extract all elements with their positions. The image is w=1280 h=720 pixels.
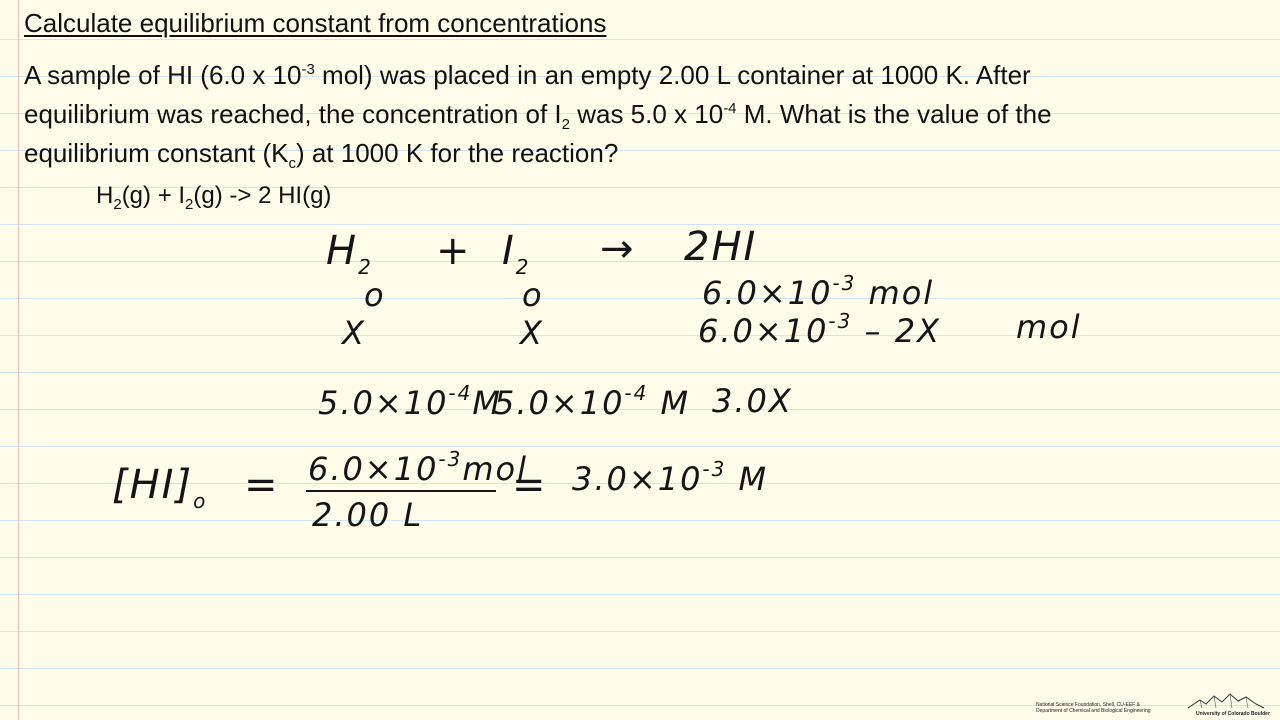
problem-text: was 5.0 x 10 xyxy=(569,99,724,129)
hw-change-hi xyxy=(698,309,941,350)
exponent: -4 xyxy=(723,100,737,117)
equation-text: (g) -> 2 HI(g) xyxy=(193,182,332,209)
hw-text: [HI] xyxy=(112,462,194,508)
hw-text: H xyxy=(326,228,359,274)
hw-subscript: 2 xyxy=(515,255,531,279)
hw-exponent: -4 xyxy=(624,381,649,405)
hw-exponent: -3 xyxy=(702,457,727,481)
hw-initial-hi xyxy=(702,271,935,312)
problem-text: equilibrium was reached, the concentration of I xyxy=(24,99,562,129)
hw-change-unit: mol xyxy=(1016,308,1082,346)
hw-text: I xyxy=(502,228,516,274)
hw-reactant-h2 xyxy=(326,228,373,279)
page-title: Calculate equilibrium constant from concentrations xyxy=(24,8,607,38)
problem-line-2 xyxy=(24,95,1264,134)
exponent: -3 xyxy=(301,61,315,78)
hw-text: mol xyxy=(856,274,935,312)
notebook-margin-line xyxy=(18,0,19,720)
hw-equilibrium-i2 xyxy=(494,381,691,422)
credits-line: National Science Foundation, Shell, CU-EEF & xyxy=(1036,702,1140,708)
hw-equilibrium-h2 xyxy=(318,381,502,422)
problem-text: A sample of HI (6.0 x 10 xyxy=(24,60,302,90)
credits-text xyxy=(1036,702,1151,714)
equation-text: H xyxy=(96,182,114,209)
hw-text: 5.0×10 xyxy=(494,384,625,422)
hw-equals-1: = xyxy=(244,462,280,508)
problem-text: M. What is the value of the xyxy=(736,99,1052,129)
reaction-equation xyxy=(96,182,332,213)
hw-text: 5.0×10 xyxy=(318,384,449,422)
equation-text: (g) + I xyxy=(121,182,186,209)
subscript: 2 xyxy=(561,116,570,133)
hw-text: 6.0×10 xyxy=(698,312,829,350)
hw-equilibrium-hi: 3.0X xyxy=(712,382,793,420)
hw-text: M xyxy=(726,460,769,498)
hw-exponent: -3 xyxy=(438,447,463,471)
hw-equals-2: = xyxy=(512,462,548,508)
problem-line-3 xyxy=(24,134,1264,173)
problem-text: equilibrium constant (K xyxy=(24,138,289,168)
problem-statement xyxy=(24,56,1264,173)
hw-hi-initial-label xyxy=(112,462,208,513)
hw-numerator xyxy=(308,447,529,488)
subscript: c xyxy=(288,155,296,172)
hw-exponent: -4 xyxy=(448,381,473,405)
hw-product-2hi: 2HI xyxy=(684,224,758,270)
hw-change-h2: X xyxy=(342,314,366,352)
credits-line: Department of Chemical and Biological Engineering xyxy=(1036,708,1151,714)
hw-exponent: -3 xyxy=(832,271,857,295)
fraction-bar xyxy=(306,490,496,492)
hw-text: 3.0×10 xyxy=(572,460,703,498)
hw-text: 6.0×10 xyxy=(702,274,833,312)
hw-change-i2: X xyxy=(520,314,544,352)
problem-line-1 xyxy=(24,56,1264,95)
hw-text: M xyxy=(472,384,502,422)
hw-subscript: 2 xyxy=(358,255,373,279)
hw-text: 6.0×10 xyxy=(308,450,439,488)
hw-text: M xyxy=(648,384,691,422)
hw-text: – 2X xyxy=(852,312,941,350)
hw-result xyxy=(572,457,769,498)
subscript: 2 xyxy=(185,196,194,213)
mountain-logo-icon xyxy=(1186,690,1266,712)
hw-subscript: o xyxy=(193,489,208,513)
hw-initial-i2: o xyxy=(522,276,544,314)
hw-plus: + xyxy=(436,228,472,274)
hw-arrow: → xyxy=(600,226,636,272)
hw-text: mol xyxy=(462,450,529,488)
university-name: University of Colorado Boulder xyxy=(1196,711,1270,717)
problem-text: ) at 1000 K for the reaction? xyxy=(295,138,619,168)
hw-reactant-i2 xyxy=(502,228,531,279)
hw-initial-h2: o xyxy=(364,276,386,314)
hw-exponent: -3 xyxy=(828,309,853,333)
problem-text: mol) was placed in an empty 2.00 L container at 1000 K. After xyxy=(314,60,1031,90)
subscript: 2 xyxy=(113,196,122,213)
hw-denominator: 2.00 L xyxy=(312,496,424,534)
